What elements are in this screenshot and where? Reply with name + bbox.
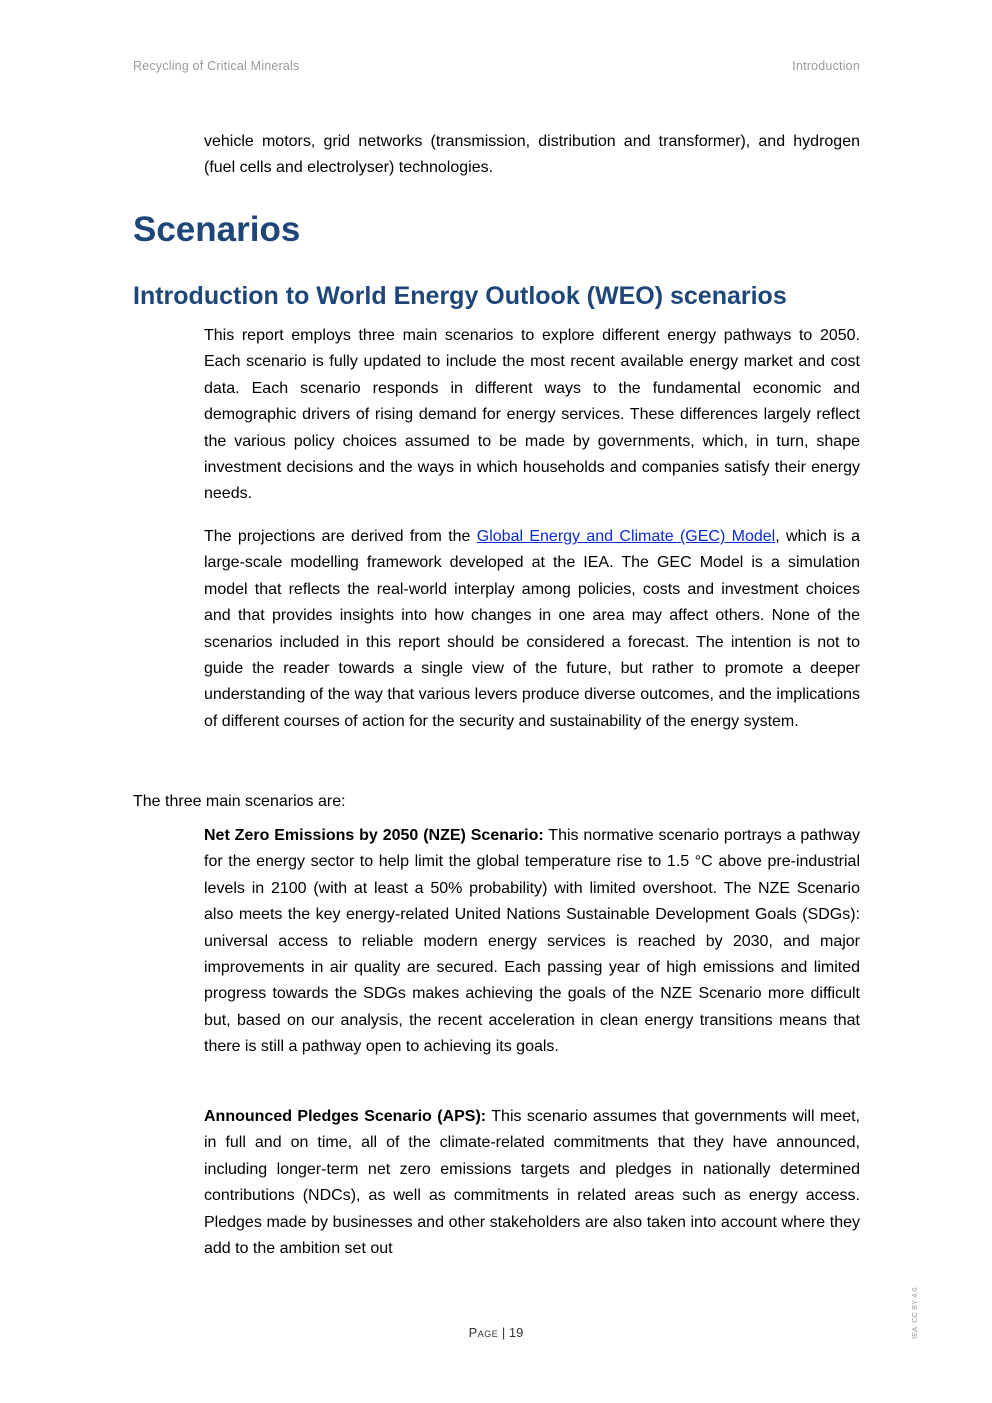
section-title: Scenarios bbox=[133, 210, 301, 249]
scenario-aps-paragraph bbox=[204, 1104, 860, 1262]
paragraph-scenarios-overview: This report employs three main scenarios to explore different energy pathways to 2050. Each scenario is fully updated to include the most recent available energy market and cost data. Each scenario responds in different ways to the fundamental economic and demographic drivers of rising demand for energy services. These differences largely reflect the various policy choices assumed to be made by governments, which, in turn, shape investment decisions and the ways in which households and companies satisfy their energy needs. bbox=[204, 327, 860, 503]
scenario-aps-text: This scenario assumes that governments will meet, in full and on time, all of the climate-related commitments that they have announced, including longer-term net zero emissions targets and pledges in nationally determined contributions (NDCs), as well as commitments in related areas such as energy access. Pledges made by businesses and other stakeholders are also taken into account where they add to the ambition set out bbox=[204, 1108, 861, 1258]
scenario-aps-name: Announced Pledges Scenario (APS): bbox=[204, 1108, 487, 1125]
scenario-nze-text: This normative scenario portrays a pathway for the energy sector to help limit the global temperature rise to 1.5 °C above pre-industrial levels in 2100 (with at least a 50% probability) with limited overshoot. The NZE Scenario also meets the key energy-related United Nations Sustainable Development Goals (SDGs): universal access to reliable modern energy services is reached by 2030, and major improvements in air quality are secured. Each passing year of high emissions and limited progress towards the SDGs makes achieving the goals of the NZE Scenario more difficult but, based on our analysis, the recent acceleration in clean energy transitions means that there is still a pathway open to achieving its goals. bbox=[204, 827, 861, 1056]
page-separator: | bbox=[501, 1325, 506, 1340]
running-header-title: Recycling of Critical Minerals bbox=[133, 59, 300, 73]
running-header-section: Introduction bbox=[792, 59, 860, 73]
paragraph-gec-before-link: The projections are derived from the bbox=[204, 528, 477, 545]
page-label: Page bbox=[468, 1325, 499, 1340]
scenario-nze-name: Net Zero Emissions by 2050 (NZE) Scenario: bbox=[204, 827, 544, 844]
subsection-title: Introduction to World Energy Outlook (WEO) scenarios bbox=[133, 282, 787, 310]
paragraph-gec-after-link: , which is a large-scale modelling framework developed at the IEA. The GEC Model is a simulation model that reflects the real-world interplay among policies, costs and investment choices and that provides insights into how changes in one area may affect others. None of the scenarios included in this report should be considered a forecast. The intention is not to guide the reader towards a single view of the future, but rather to promote a deeper understanding of the way that various levers produce diverse outcomes, and the implications of different courses of action for the security and sustainability of the energy system. bbox=[204, 528, 860, 730]
scenario-nze-paragraph bbox=[204, 823, 860, 1061]
scenario-list-lead: The three main scenarios are: bbox=[133, 793, 346, 810]
page-footer bbox=[0, 1325, 992, 1340]
intro-paragraph: vehicle motors, grid networks (transmission, distribution and transformer), and hydrogen (fuel cells and electrolyser) technologies. bbox=[204, 133, 860, 177]
page-number: 19 bbox=[508, 1325, 524, 1340]
license-credit: IEA. CC BY 4.0. bbox=[910, 1285, 919, 1339]
paragraph-gec-model bbox=[204, 524, 860, 735]
gec-model-link[interactable]: Global Energy and Climate (GEC) Model bbox=[476, 528, 776, 545]
